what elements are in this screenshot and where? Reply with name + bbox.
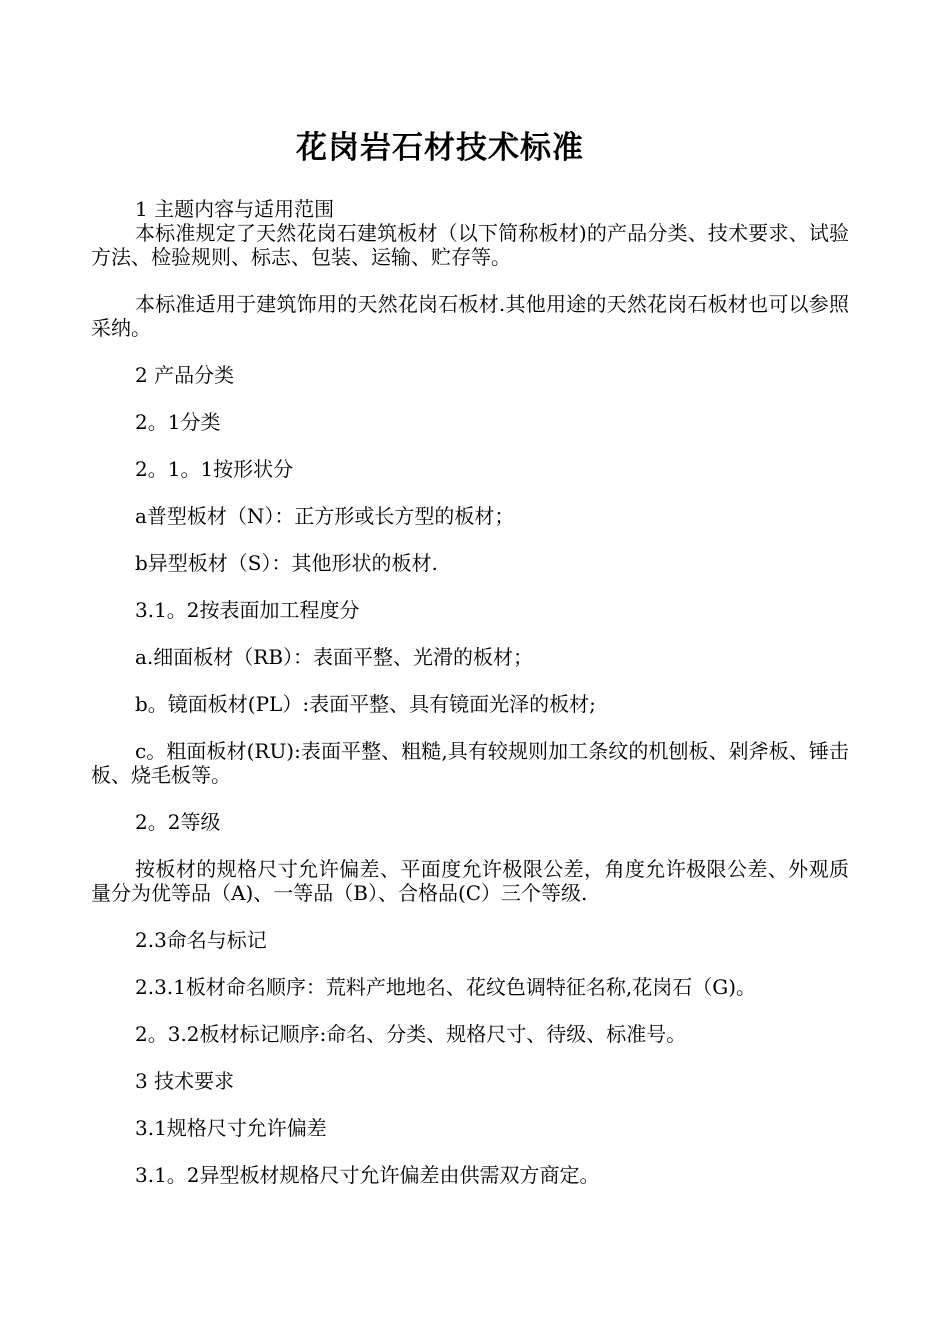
subsection-heading-2-1: 2。1分类	[135, 410, 221, 434]
paragraph-grades: 按板材的规格尺寸允许偏差、平面度允许极限公差，角度允许极限公差、外观质量分为优等品（A)、一等品（B）、合格品(C）三个等级.	[91, 857, 849, 905]
document-body	[91, 197, 849, 1187]
section-heading-1: 1 主题内容与适用范围	[135, 197, 335, 221]
document-title: 花岗岩石材技术标准	[296, 130, 584, 166]
paragraph-3-1-2: 3.1。2异型板材规格尺寸允许偏差由供需双方商定。	[135, 1163, 600, 1187]
list-item-b: b异型板材（S）：其他形状的板材.	[135, 551, 438, 575]
paragraph-scope: 本标准规定了天然花岗石建筑板材（以下简称板材)的产品分类、技术要求、试验方法、检验规则、标志、包装、运输、贮存等。	[91, 221, 849, 269]
subsection-heading-3-1-2: 3.1。2按表面加工程度分	[135, 598, 360, 622]
list-item-a: a普型板材（N）：正方形或长方型的板材；	[135, 504, 515, 528]
section-heading-3: 3 技术要求	[135, 1069, 235, 1093]
paragraph-2-3-2: 2。3.2板材标记顺序:命名、分类、规格尺寸、待级、标准号。	[135, 1022, 687, 1046]
paragraph-applicability: 本标准适用于建筑饰用的天然花岗石板材.其他用途的天然花岗石板材也可以参照采纳。	[91, 292, 849, 340]
subsection-heading-3-1: 3.1规格尺寸允许偏差	[135, 1116, 327, 1140]
section-heading-2: 2 产品分类	[135, 363, 235, 387]
list-item-b-pl: b。镜面板材(PL）:表面平整、具有镜面光泽的板材;	[135, 692, 596, 716]
subsection-heading-2-1-1: 2。1。1按形状分	[135, 457, 294, 481]
paragraph-2-3-1: 2.3.1板材命名顺序：荒料产地地名、花纹色调特征名称,花岗石（G)。	[135, 975, 757, 999]
list-item-a-rb: a.细面板材（RB）：表面平整、光滑的板材；	[135, 645, 534, 669]
list-item-c-ru: c。粗面板材(RU):表面平整、粗糙,具有较规则加工条纹的机刨板、剁斧板、锤击板、烧毛板等。	[91, 739, 849, 787]
subsection-heading-2-3: 2.3命名与标记	[135, 928, 267, 952]
subsection-heading-2-2: 2。2等级	[135, 810, 221, 834]
